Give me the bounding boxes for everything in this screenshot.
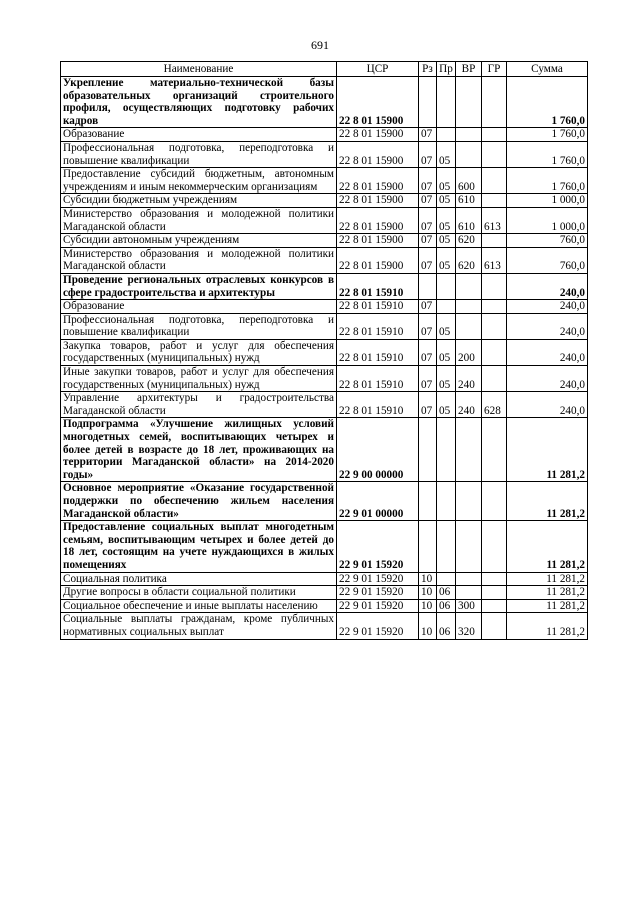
cell-gr [482, 339, 507, 365]
cell-pr [437, 300, 456, 314]
cell-vr [456, 482, 482, 521]
table-header-row [61, 62, 588, 77]
cell-rz: 10 [419, 572, 437, 586]
cell-vr [456, 273, 482, 299]
table-row [61, 572, 588, 586]
cell-gr [482, 572, 507, 586]
cell-csr: 22 8 01 15910 [337, 300, 419, 314]
cell-rz: 10 [419, 599, 437, 613]
cell-gr [482, 128, 507, 142]
cell-name: Укрепление материально-технической базы образовательных организаций строительного профиля, осуществляющих подготовку рабочих кадров [61, 77, 337, 128]
table-row [61, 207, 588, 233]
page-number: 691 [311, 38, 329, 52]
cell-sum: 1 000,0 [507, 194, 588, 208]
cell-rz: 10 [419, 586, 437, 600]
cell-pr: 05 [437, 247, 456, 273]
cell-gr [482, 273, 507, 299]
header-rz: Рз [419, 62, 437, 77]
cell-vr: 240 [456, 366, 482, 392]
cell-name: Социальные выплаты гражданам, кроме публичных нормативных социальных выплат [61, 613, 337, 639]
budget-table [60, 61, 588, 640]
cell-gr [482, 77, 507, 128]
cell-csr: 22 9 01 15920 [337, 599, 419, 613]
cell-pr: 06 [437, 599, 456, 613]
cell-sum: 240,0 [507, 339, 588, 365]
table-row [61, 599, 588, 613]
cell-name: Профессиональная подготовка, переподготовка и повышение квалификации [61, 141, 337, 167]
cell-pr: 05 [437, 207, 456, 233]
cell-sum: 240,0 [507, 300, 588, 314]
table-row [61, 366, 588, 392]
cell-vr: 300 [456, 599, 482, 613]
cell-gr [482, 313, 507, 339]
cell-pr [437, 273, 456, 299]
cell-rz [419, 482, 437, 521]
table-body [61, 77, 588, 640]
table-row [61, 247, 588, 273]
table-row [61, 482, 588, 521]
cell-name: Образование [61, 300, 337, 314]
cell-rz: 07 [419, 366, 437, 392]
cell-vr [456, 77, 482, 128]
cell-csr: 22 9 01 15920 [337, 572, 419, 586]
cell-vr [456, 521, 482, 572]
cell-sum: 1 000,0 [507, 207, 588, 233]
cell-vr [456, 572, 482, 586]
cell-sum: 1 760,0 [507, 77, 588, 128]
cell-name: Министерство образования и молодежной политики Магаданской области [61, 207, 337, 233]
cell-name: Другие вопросы в области социальной политики [61, 586, 337, 600]
cell-rz [419, 77, 437, 128]
cell-gr [482, 613, 507, 639]
cell-vr: 240 [456, 392, 482, 418]
cell-pr: 05 [437, 313, 456, 339]
cell-sum: 11 281,2 [507, 521, 588, 572]
cell-rz [419, 273, 437, 299]
cell-csr: 22 8 01 15910 [337, 339, 419, 365]
cell-name: Проведение региональных отраслевых конкурсов в сфере градостроительства и архитектуры [61, 273, 337, 299]
cell-vr: 200 [456, 339, 482, 365]
cell-sum: 760,0 [507, 247, 588, 273]
cell-name: Закупка товаров, работ и услуг для обеспечения государственных (муниципальных) нужд [61, 339, 337, 365]
cell-name: Профессиональная подготовка, переподготовка и повышение квалификации [61, 313, 337, 339]
cell-csr: 22 9 01 00000 [337, 482, 419, 521]
cell-csr: 22 8 01 15910 [337, 366, 419, 392]
cell-sum: 1 760,0 [507, 128, 588, 142]
cell-pr: 05 [437, 141, 456, 167]
cell-csr: 22 8 01 15900 [337, 194, 419, 208]
cell-sum: 11 281,2 [507, 482, 588, 521]
table-row [61, 586, 588, 600]
header-csr: ЦСР [337, 62, 419, 77]
cell-name: Иные закупки товаров, работ и услуг для обеспечения государственных (муниципальных) нужд [61, 366, 337, 392]
cell-gr [482, 194, 507, 208]
cell-gr [482, 521, 507, 572]
cell-sum: 240,0 [507, 273, 588, 299]
cell-pr [437, 418, 456, 482]
table-row [61, 168, 588, 194]
cell-vr: 620 [456, 247, 482, 273]
cell-rz: 07 [419, 194, 437, 208]
cell-pr [437, 521, 456, 572]
cell-name: Предоставление субсидий бюджетным, автономным учреждениям и иным некоммерческим организациям [61, 168, 337, 194]
cell-rz [419, 521, 437, 572]
cell-name: Управление архитектуры и градостроительства Магаданской области [61, 392, 337, 418]
cell-sum: 240,0 [507, 313, 588, 339]
cell-vr [456, 418, 482, 482]
cell-gr [482, 234, 507, 248]
cell-vr: 320 [456, 613, 482, 639]
cell-sum: 11 281,2 [507, 599, 588, 613]
cell-sum: 1 760,0 [507, 168, 588, 194]
cell-csr: 22 9 01 15920 [337, 586, 419, 600]
table-row [61, 273, 588, 299]
cell-sum: 240,0 [507, 392, 588, 418]
cell-pr [437, 572, 456, 586]
cell-vr [456, 586, 482, 600]
cell-csr: 22 8 01 15900 [337, 234, 419, 248]
table-row [61, 392, 588, 418]
header-pr: Пр [437, 62, 456, 77]
table-row [61, 300, 588, 314]
cell-rz: 07 [419, 300, 437, 314]
cell-gr [482, 482, 507, 521]
cell-rz: 07 [419, 392, 437, 418]
table-row [61, 339, 588, 365]
cell-pr: 05 [437, 168, 456, 194]
cell-csr: 22 9 00 00000 [337, 418, 419, 482]
cell-pr: 06 [437, 586, 456, 600]
table-row [61, 77, 588, 128]
cell-csr: 22 8 01 15910 [337, 313, 419, 339]
cell-rz: 07 [419, 247, 437, 273]
cell-gr [482, 141, 507, 167]
cell-pr [437, 77, 456, 128]
cell-gr [482, 599, 507, 613]
table-row [61, 613, 588, 639]
cell-rz: 07 [419, 313, 437, 339]
table-row [61, 194, 588, 208]
cell-gr [482, 300, 507, 314]
cell-sum: 240,0 [507, 366, 588, 392]
table-row [61, 521, 588, 572]
header-name: Наименование [61, 62, 337, 77]
cell-rz: 07 [419, 234, 437, 248]
table-row [61, 313, 588, 339]
cell-name: Основное мероприятие «Оказание государственной поддержки по обеспечению жильем населения Магаданской области» [61, 482, 337, 521]
cell-pr: 05 [437, 194, 456, 208]
cell-gr [482, 366, 507, 392]
table-row [61, 141, 588, 167]
header-vr: ВР [456, 62, 482, 77]
cell-sum: 11 281,2 [507, 613, 588, 639]
cell-rz: 07 [419, 128, 437, 142]
cell-csr: 22 8 01 15900 [337, 168, 419, 194]
cell-vr: 610 [456, 207, 482, 233]
cell-rz: 07 [419, 339, 437, 365]
cell-gr: 613 [482, 207, 507, 233]
cell-name: Субсидии автономным учреждениям [61, 234, 337, 248]
cell-gr [482, 418, 507, 482]
cell-pr: 05 [437, 392, 456, 418]
cell-sum: 11 281,2 [507, 572, 588, 586]
cell-sum: 760,0 [507, 234, 588, 248]
cell-vr [456, 313, 482, 339]
cell-csr: 22 8 01 15900 [337, 128, 419, 142]
cell-pr: 05 [437, 234, 456, 248]
cell-name: Министерство образования и молодежной политики Магаданской области [61, 247, 337, 273]
cell-name: Подпрограмма «Улучшение жилищных условий многодетных семей, воспитывающих четырех и более детей в возрасте до 18 лет, проживающих на территории Магаданской области» на 2014-2020 годы» [61, 418, 337, 482]
cell-rz: 07 [419, 168, 437, 194]
cell-vr [456, 141, 482, 167]
cell-vr [456, 128, 482, 142]
cell-pr: 06 [437, 613, 456, 639]
cell-rz: 07 [419, 207, 437, 233]
cell-csr: 22 8 01 15900 [337, 207, 419, 233]
cell-csr: 22 8 01 15900 [337, 77, 419, 128]
cell-vr: 610 [456, 194, 482, 208]
cell-vr: 600 [456, 168, 482, 194]
cell-pr [437, 482, 456, 521]
table-row [61, 128, 588, 142]
cell-sum: 11 281,2 [507, 418, 588, 482]
cell-rz: 07 [419, 141, 437, 167]
cell-csr: 22 8 01 15900 [337, 141, 419, 167]
cell-name: Социальное обеспечение и иные выплаты населению [61, 599, 337, 613]
cell-name: Социальная политика [61, 572, 337, 586]
cell-pr: 05 [437, 366, 456, 392]
cell-sum: 1 760,0 [507, 141, 588, 167]
cell-gr: 628 [482, 392, 507, 418]
table-row [61, 418, 588, 482]
cell-gr: 613 [482, 247, 507, 273]
cell-csr: 22 8 01 15910 [337, 273, 419, 299]
cell-pr: 05 [437, 339, 456, 365]
cell-gr [482, 586, 507, 600]
cell-pr [437, 128, 456, 142]
cell-name: Предоставление социальных выплат многодетным семьям, воспитывающим четырех и более детей до 18 лет, состоящим на учете нуждающихся в жилых помещениях [61, 521, 337, 572]
cell-csr: 22 9 01 15920 [337, 613, 419, 639]
cell-csr: 22 8 01 15900 [337, 247, 419, 273]
cell-name: Субсидии бюджетным учреждениям [61, 194, 337, 208]
cell-vr: 620 [456, 234, 482, 248]
cell-rz: 10 [419, 613, 437, 639]
cell-name: Образование [61, 128, 337, 142]
header-sum: Сумма [507, 62, 588, 77]
cell-gr [482, 168, 507, 194]
cell-vr [456, 300, 482, 314]
cell-sum: 11 281,2 [507, 586, 588, 600]
table-row [61, 234, 588, 248]
cell-csr: 22 9 01 15920 [337, 521, 419, 572]
cell-csr: 22 8 01 15910 [337, 392, 419, 418]
cell-rz [419, 418, 437, 482]
header-gr: ГР [482, 62, 507, 77]
